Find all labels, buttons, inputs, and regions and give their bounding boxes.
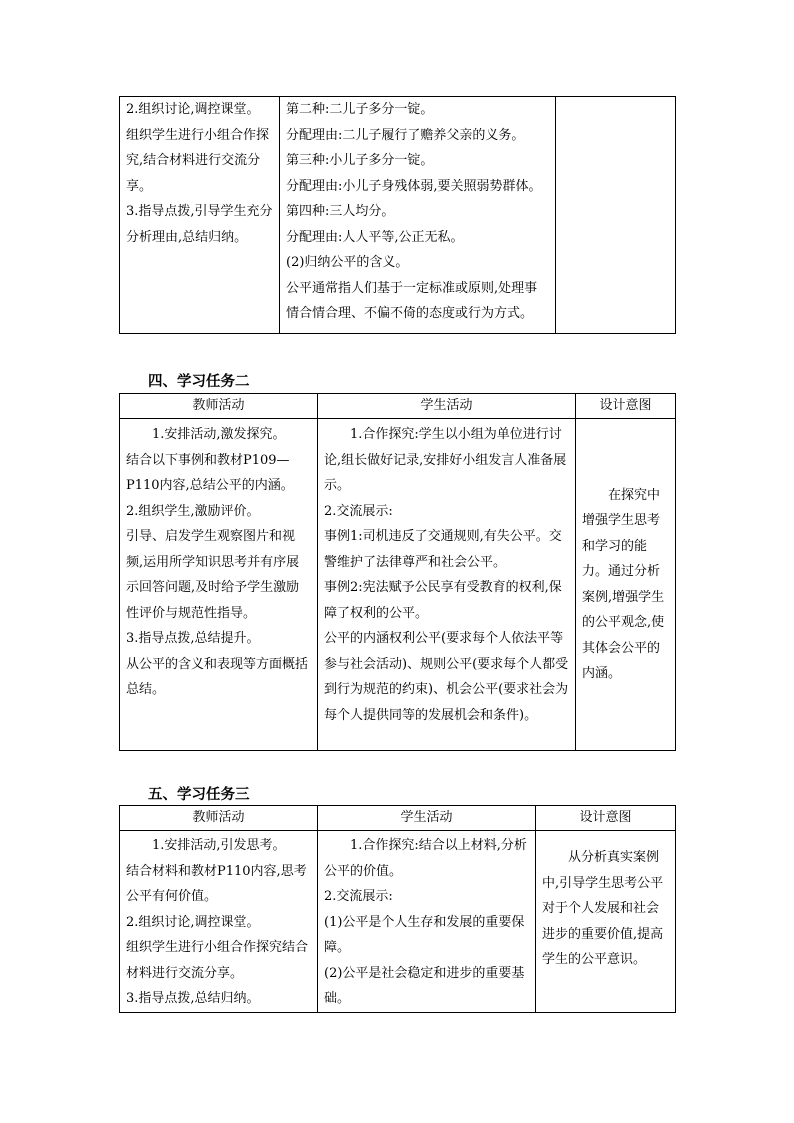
design-intent-text: 在探究中增强学生思考和学习的能力。通过分析案例,增强学生的公平观念,使其体会公平的内涵。 bbox=[582, 487, 665, 681]
design-intent-text: 从分析真实案例中,引导学生思考公平对于个人发展和社会进步的重要价值,提高学生的公平意识。 bbox=[542, 850, 664, 967]
column-header: 设计意图 bbox=[576, 394, 676, 419]
teacher-activity-text: 1.安排活动,引发思考。 结合材料和教材P110内容,思考公平有何价值。 2.组织讨论,调控课堂。 组织学生进行小组合作探究结合材料进行交流分享。 3.指导点拨,总结归纳。 bbox=[126, 838, 309, 1006]
section-heading: 五、学习任务三 bbox=[148, 787, 250, 803]
continued-activity-table bbox=[119, 96, 676, 334]
column-header: 学生活动 bbox=[318, 394, 576, 419]
teacher-activity-text: 1.安排活动,激发探究。 结合以下事例和教材P109—P110内容,总结公平的内涵。 2.组织学生,激励评价。 引导、启发学生观察图片和视频,运用所学知识思考并有序展示回答问题,及时给予学生激励性评价与规范性指导。 3.指导点拨,总结提升。 从公平的含义和表现等方面概括总结。 bbox=[126, 427, 309, 697]
teacher-activity-cell bbox=[120, 97, 280, 334]
column-header: 教师活动 bbox=[120, 806, 318, 831]
column-header: 学生活动 bbox=[318, 806, 536, 831]
table-header-row bbox=[120, 806, 676, 831]
table-row bbox=[120, 97, 676, 334]
student-activity-cell bbox=[318, 831, 536, 1013]
student-activity-cell bbox=[280, 97, 556, 334]
teacher-activity-cell bbox=[120, 831, 318, 1013]
column-header: 设计意图 bbox=[536, 806, 676, 831]
teacher-activity-text: 2.组织讨论,调控课堂。 组织学生进行小组合作探究,结合材料进行交流分享。 3.指导点拨,引导学生充分分析理由,总结归纳。 bbox=[126, 102, 273, 245]
student-activity-cell bbox=[318, 419, 576, 751]
learning-task-three-table bbox=[119, 805, 676, 1013]
learning-task-two-table bbox=[119, 393, 676, 751]
table-row bbox=[120, 831, 676, 1013]
design-intent-cell bbox=[536, 831, 676, 1013]
column-header: 教师活动 bbox=[120, 394, 318, 419]
table-row bbox=[120, 419, 676, 751]
design-intent-cell bbox=[556, 97, 676, 334]
teacher-activity-cell bbox=[120, 419, 318, 751]
section-heading: 四、学习任务二 bbox=[148, 374, 250, 390]
design-intent-cell bbox=[576, 419, 676, 751]
student-activity-text: 1.合作探究:学生以小组为单位进行讨论,组长做好记录,安排好小组发言人准备展示。 2.交流展示: 事例1:司机违反了交通规则,有失公平。交警维护了法律尊严和社会公平。 事例2:宪法赋予公民享有受教育的权利,保障了权利的公平。 公平的内涵权利公平(要求每个人依法平等参与社会活动)、规则公平(要求每个人都受到行为规范的约束)、机会公平(要求社会为每个人提供同等的发展机会和条件)。 bbox=[324, 427, 569, 723]
table-header-row bbox=[120, 394, 676, 419]
student-activity-text: 1.合作探究:结合以上材料,分析公平的价值。 2.交流展示: (1)公平是个人生存和发展的重要保障。 (2)公平是社会稳定和进步的重要基础。 bbox=[324, 838, 527, 1006]
student-activity-text: 第二种:二儿子多分一锭。 分配理由:二儿子履行了赡养父亲的义务。 第三种:小儿子多分一锭。 分配理由:小儿子身残体弱,要关照弱势群体。 第四种:三人均分。 分配理由:人人平等,公正无私。 (2)归纳公平的含义。 公平通常指人们基于一定标准或原则,处理事情合情合理、不偏不倚的态度或行为方式。 bbox=[286, 102, 542, 321]
